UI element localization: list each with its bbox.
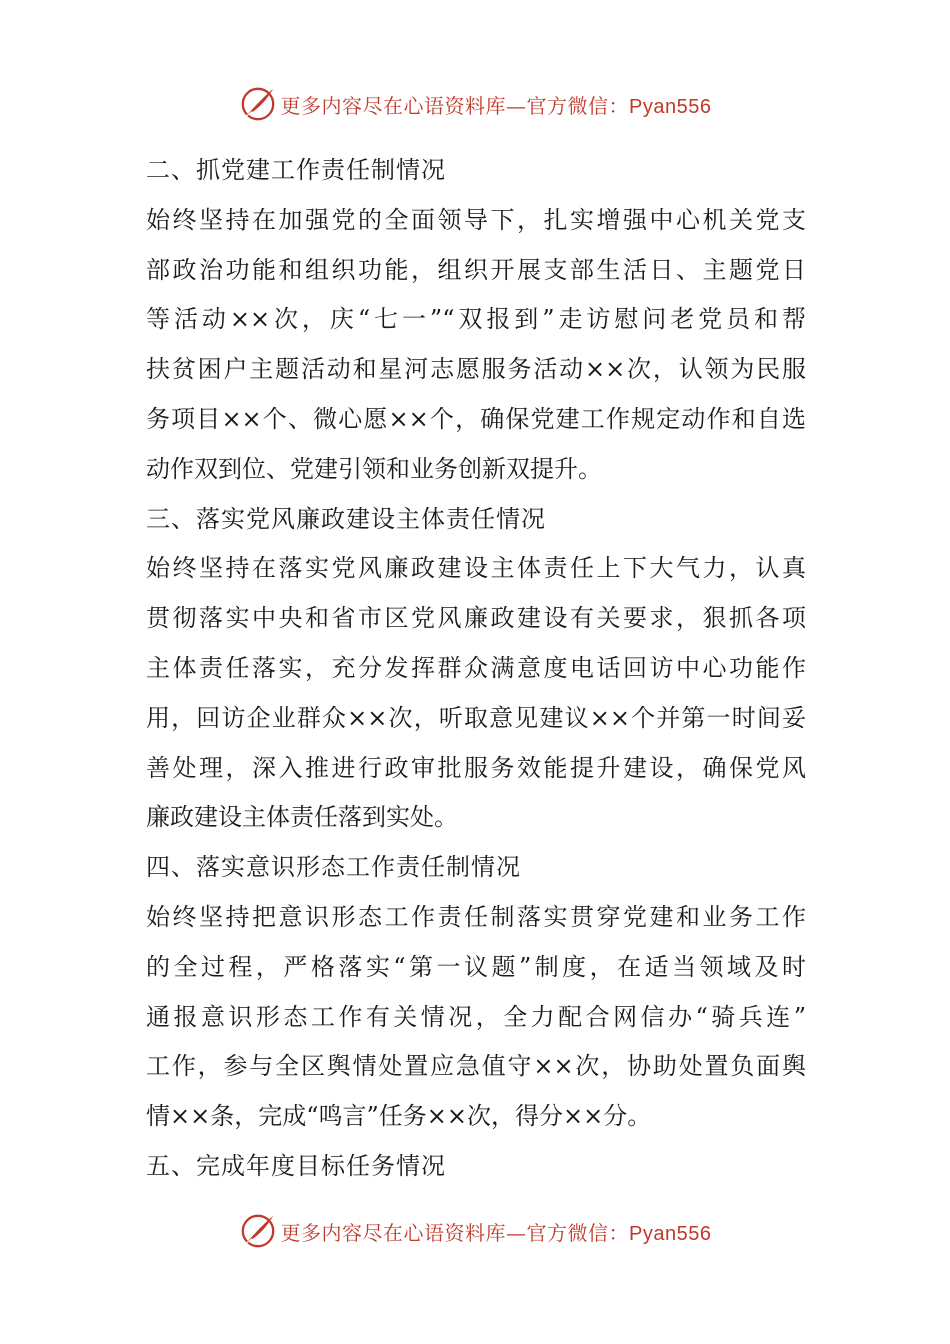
section-heading: 三、落实党风廉政建设主体责任情况 [146,504,546,533]
paragraph-line: 廉政建设主体责任落到实处。 [146,803,458,832]
paragraph-line: 主体责任落实，充分发挥群众满意度电话回访中心功能作 [146,653,806,682]
paragraph-line: 善处理，深入推进行政审批服务效能提升建设，确保党风 [146,753,806,782]
paragraph-line: 的全过程，严格落实“第一议题”制度，在适当领域及时 [146,952,806,981]
banner-wechat-id: Pyan556 [629,95,712,118]
banner-text [281,90,712,119]
paragraph-line: 动作双到位、党建引领和业务创新双提升。 [146,454,602,483]
paragraph-line: 始终坚持在落实党风廉政建设主体责任上下大气力，认真 [146,554,806,583]
section-heading: 四、落实意识形态工作责任制情况 [146,853,521,882]
section-heading: 五、完成年度目标任务情况 [146,1151,446,1180]
footer-banner [0,1209,950,1253]
paragraph-line: 始终坚持在加强党的全面领导下，扎实增强中心机关党支 [146,205,806,234]
paragraph-line: 务项目××个、微心愿××个，确保党建工作规定动作和自选 [146,404,806,433]
paragraph-line: 始终坚持把意识形态工作责任制落实贯穿党建和业务工作 [146,902,806,931]
header-banner [0,82,950,126]
paragraph-line: 工作，参与全区舆情处置应急值守××次，协助处置负面舆 [146,1052,806,1081]
paragraph-line: 贯彻落实中央和省市区党风廉政建设有关要求，狠抓各项 [146,604,806,633]
banner-label: 更多内容尽在心语资料库—官方微信： [280,1220,630,1245]
quill-pen-logo-icon [239,1212,277,1250]
banner-label: 更多内容尽在心语资料库—官方微信： [280,93,630,118]
paragraph-line: 部政治功能和组织功能，组织开展支部生活日、主题党日 [146,255,806,284]
paragraph-line: 情××条，完成“鸣言”任务××次，得分××分。 [146,1102,652,1131]
banner-wechat-id: Pyan556 [629,1222,712,1245]
banner-text [281,1217,712,1246]
quill-pen-logo-icon [239,85,277,123]
paragraph-line: 用，回访企业群众××次，听取意见建议××个并第一时间妥 [146,703,806,732]
paragraph-line: 等活动××次，庆“七一”“双报到”走访慰问老党员和帮 [146,305,806,334]
paragraph-line: 通报意识形态工作有关情况，全力配合网信办“骑兵连” [146,1002,806,1031]
section-heading: 二、抓党建工作责任制情况 [146,156,446,184]
document-body [146,146,806,1192]
paragraph-line: 扶贫困户主题活动和星河志愿服务活动××次，认领为民服 [146,355,806,384]
